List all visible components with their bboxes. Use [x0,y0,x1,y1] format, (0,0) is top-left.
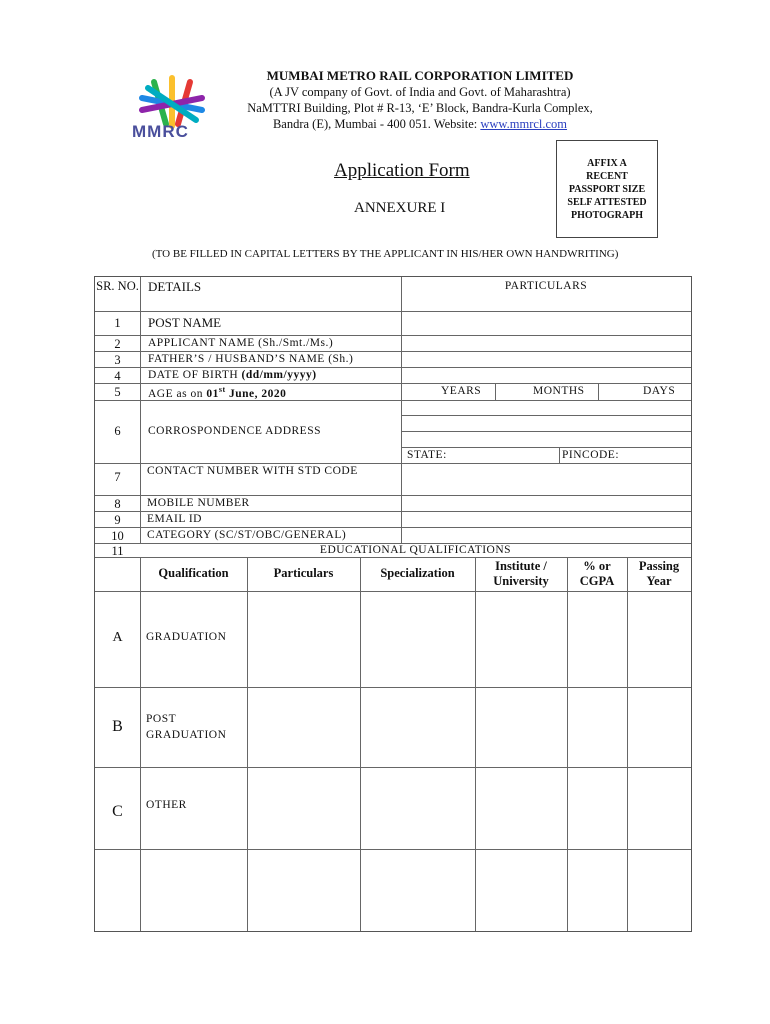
annexure-label: ANNEXURE I [354,200,446,216]
qual-label-post-graduation: POST GRADUATION [146,713,227,741]
sr-6: 6 [114,424,121,438]
post-name-input[interactable] [496,588,770,610]
father-name-input[interactable] [496,628,770,642]
sr-2: 2 [114,337,121,351]
col-details-header: DETAILS [148,279,202,294]
label-father-name: FATHER’S / HUSBAND’S NAME (Sh.) [148,353,354,365]
pincode-label: PINCODE: [562,449,620,461]
application-table [94,276,692,932]
col-particulars-header: PARTICULARS [504,280,588,292]
address-input[interactable] [496,677,770,737]
sr-4: 4 [114,369,121,383]
logo-text: MMRC [132,122,189,141]
sr-11: 11 [111,544,124,558]
org-name: MUMBAI METRO RAIL CORPORATION LIMITED [266,68,574,83]
address-text: Bandra (E), Mumbai - 400 051. Website: [272,117,481,131]
label-dob [148,369,317,381]
photo-box [556,140,658,238]
dob-format: (dd/mm/yyyy) [241,369,317,381]
sr-10: 10 [111,529,124,543]
org-address-line1: NaMTTRI Building, Plot # R-13, ‘E’ Block, Bandra-Kurla Complex, [247,101,593,115]
qual-header-institute: Institute / University [493,559,549,588]
sr-5: 5 [114,385,121,399]
age-months-label: MONTHS [533,385,585,397]
qual-label-graduation: GRADUATION [146,631,227,643]
org-subtitle: (A JV company of Govt. of India and Govt. of Maharashtra) [269,85,571,99]
label-applicant-name: APPLICANT NAME (Sh./Smt./Ms.) [148,337,334,349]
label-post-name: POST NAME [148,315,222,330]
label-email: EMAIL ID [147,513,202,525]
sr-7: 7 [114,470,121,484]
qual-sr-c: C [112,803,123,820]
sr-9: 9 [114,513,121,527]
label-educational-qualifications: EDUCATIONAL QUALIFICATIONS [319,544,512,556]
age-years-label: YEARS [441,385,482,397]
label-category: CATEGORY (SC/ST/OBC/GENERAL) [147,529,347,541]
qual-header-qualification: Qualification [158,566,229,580]
qual-header-particulars: Particulars [273,566,334,580]
label-contact-number: CONTACT NUMBER WITH STD CODE [147,465,358,477]
qual-header-percent-cgpa: % or CGPA [579,559,615,588]
age-label-text: AGE as on [148,387,207,400]
state-label: STATE: [407,449,447,461]
photo-box-text: AFFIX A RECENT PASSPORT SIZE SELF ATTESTED PHOTOGRAPH [567,157,647,221]
age-date-suffix: st [218,385,226,394]
col-sr-header: SR. NO. [96,279,139,293]
dob-input[interactable] [496,644,770,658]
applicant-name-input[interactable] [496,612,770,626]
label-address: CORROSPONDENCE ADDRESS [148,425,321,437]
qual-sr-a: A [112,630,123,645]
instruction-text: (TO BE FILLED IN CAPITAL LETTERS BY THE APPLICANT IN HIS/HER OWN HANDWRITING) [152,248,619,260]
mobile-input[interactable] [496,772,770,786]
qual-sr-b: B [112,718,123,735]
qual-header-passing-year: Passing Year [638,559,680,588]
dob-label-text: DATE OF BIRTH [148,369,242,381]
sr-1: 1 [114,315,121,330]
contact-number-input[interactable] [496,740,770,770]
email-input[interactable] [496,788,770,802]
qual-header-specialization: Specialization [380,566,455,580]
qual-label-other: OTHER [146,799,187,811]
sr-8: 8 [114,497,121,511]
org-address-line2 [230,116,610,132]
age-date-rest: June, 2020 [225,387,287,400]
label-age [148,385,286,400]
website-link[interactable]: www.mmrcl.com [480,117,568,131]
sr-3: 3 [114,353,121,367]
form-title: Application Form [334,160,470,181]
age-date-day: 01 [206,387,219,400]
age-days-label: DAYS [643,385,676,397]
label-mobile: MOBILE NUMBER [147,497,250,509]
category-input[interactable] [496,804,770,818]
